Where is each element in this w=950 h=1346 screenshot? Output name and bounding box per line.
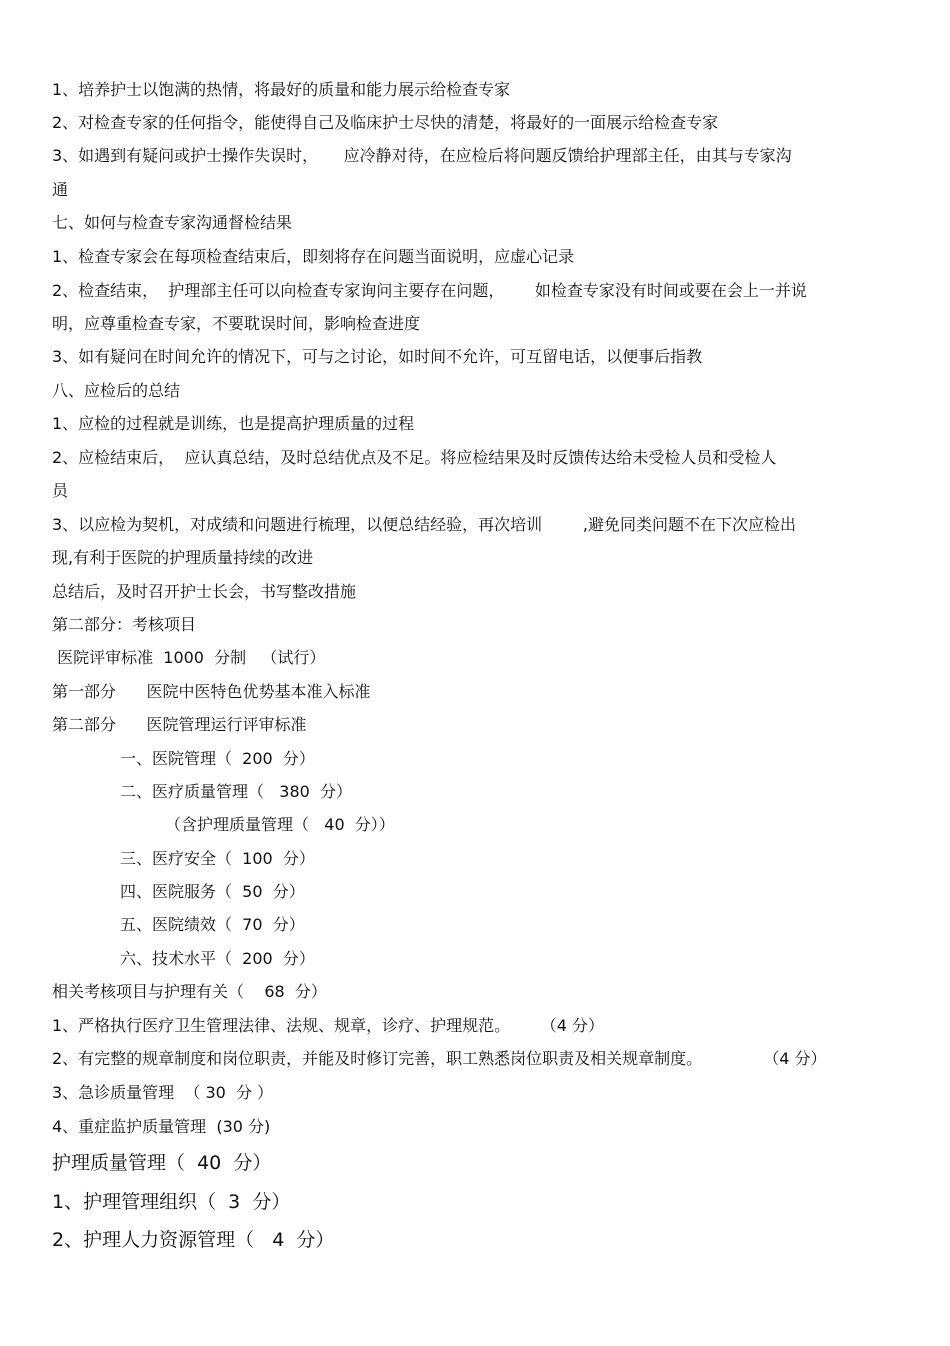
text-line: 2、应检结束后， 应认真总结，及时总结优点及不足。将应检结果及时反馈传达给未受检人员和受检人: [52, 448, 777, 467]
text-line: 2、对检查专家的任何指令，能使得自己及临床护士尽快的清楚，将最好的一面展示给检查专家: [52, 113, 719, 132]
text-line: 1、检查专家会在每项检查结束后，即刻将存在问题当面说明，应虚心记录: [52, 247, 575, 266]
part-heading: 第一部分 医院中医特色优势基本准入标准: [52, 682, 371, 701]
text-line: 3、如遇到有疑问或护士操作失误时， 应冷静对待，在应检后将问题反馈给护理部主任，由其与专家沟: [52, 146, 792, 165]
score-item: 四、医院服务（ 50 分）: [120, 882, 305, 901]
large-item: 2、护理人力资源管理（ 4 分）: [52, 1229, 335, 1251]
score-item: 二、医疗质量管理（ 380 分）: [120, 782, 352, 801]
text-line: 相关考核项目与护理有关（ 68 分）: [52, 982, 327, 1001]
text-line: 通: [52, 180, 69, 199]
text-line: 现,有利于医院的护理质量持续的改进: [52, 548, 314, 567]
text-line: 2、有完整的规章制度和岗位职责，并能及时修订完善，职工熟悉岗位职责及相关规章制度。 （4 分）: [52, 1049, 827, 1068]
score-item: 六、技术水平（ 200 分）: [120, 949, 315, 968]
text-line: 明，应尊重检查专家，不要耽误时间，影响检查进度: [52, 314, 421, 333]
text-line: 员: [52, 481, 69, 500]
score-item: 三、医疗安全（ 100 分）: [120, 849, 315, 868]
text-line: 1、培养护士以饱满的热情，将最好的质量和能力展示给检查专家: [52, 80, 511, 99]
section-heading: 八、应检后的总结: [52, 381, 181, 400]
text-line: 总结后，及时召开护士长会，书写整改措施: [52, 582, 357, 601]
part-heading: 第二部分 医院管理运行评审标准: [52, 715, 307, 734]
text-line: 3、如有疑问在时间允许的情况下，可与之讨论，如时间不允许，可互留电话，以便事后指教: [52, 347, 703, 366]
text-line: 2、检查结束， 护理部主任可以向检查专家询问主要存在问题， 如检查专家没有时间或要在会上一并说: [52, 281, 807, 300]
section-heading: 第二部分：考核项目: [52, 615, 197, 634]
large-item: 1、护理管理组织（ 3 分）: [52, 1191, 291, 1213]
section-heading: 七、如何与检查专家沟通督检结果: [52, 213, 293, 232]
score-item: 一、医院管理（ 200 分）: [120, 749, 315, 768]
large-heading: 护理质量管理（ 40 分）: [52, 1152, 272, 1174]
standard-title: 医院评审标准 1000 分制 （试行）: [52, 648, 326, 667]
text-line: 4、重症监护质量管理 (30 分): [52, 1117, 271, 1136]
text-line: 1、应检的过程就是训练，也是提高护理质量的过程: [52, 414, 415, 433]
score-subitem: （含护理质量管理（ 40 分））: [165, 815, 395, 834]
text-line: 1、严格执行医疗卫生管理法律、法规、规章，诊疗、护理规范。 （4 分）: [52, 1016, 604, 1035]
score-item: 五、医院绩效（ 70 分）: [120, 915, 305, 934]
text-line: 3、以应检为契机，对成绩和问题进行梳理，以便总结经验，再次培训 ,避免同类问题不在下次应检出: [52, 515, 796, 534]
text-line: 3、急诊质量管理 （ 30 分 ）: [52, 1083, 274, 1102]
